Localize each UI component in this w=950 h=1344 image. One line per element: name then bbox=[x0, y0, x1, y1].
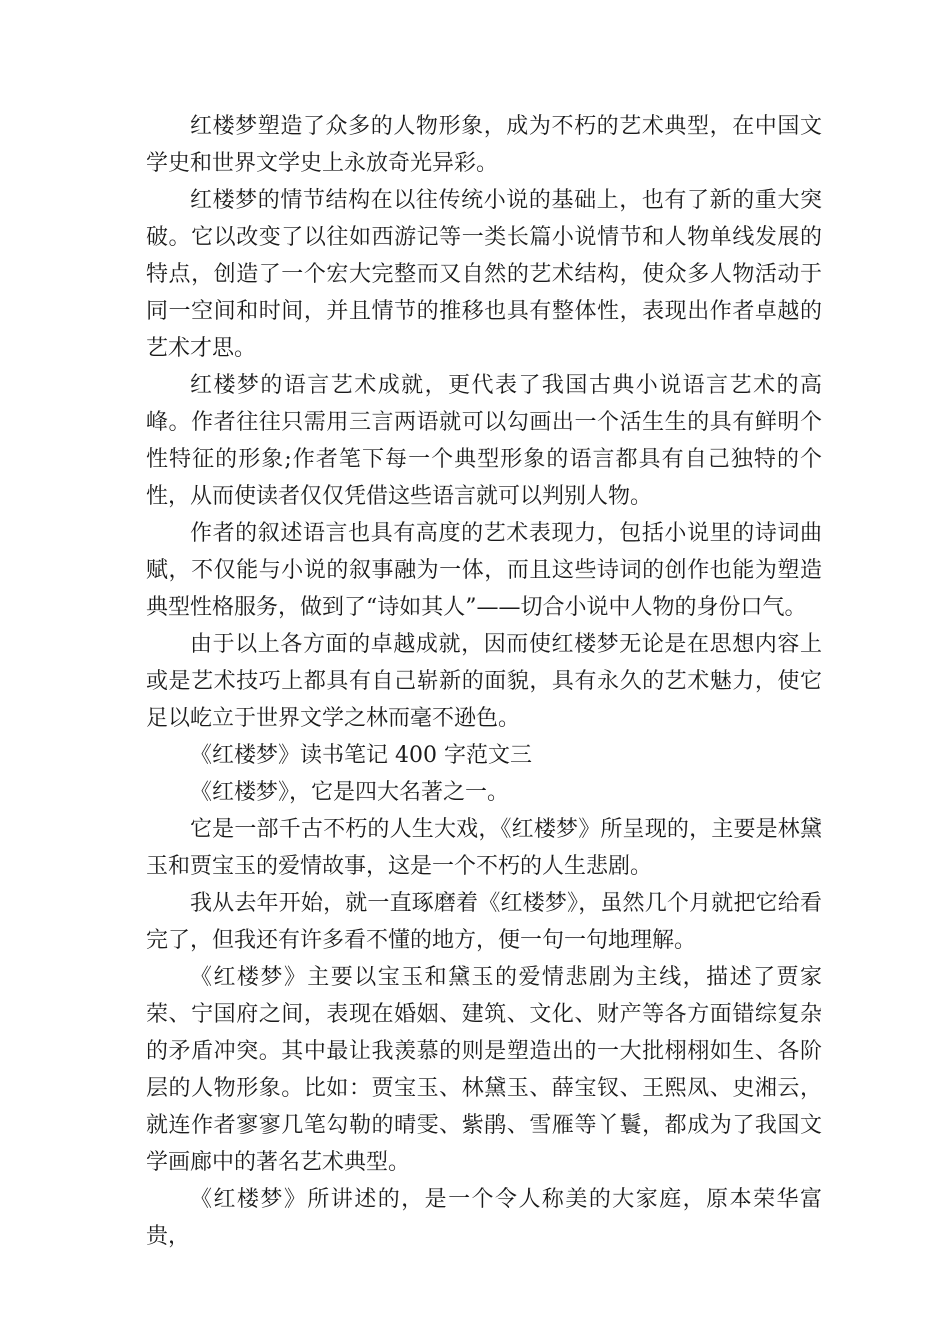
section-heading: 《红楼梦》读书笔记 400 字范文三 bbox=[190, 743, 532, 768]
paragraph-main-plot: 《红楼梦》主要以宝玉和黛玉的爱情悲剧为主线，描述了贾家荣、宁国府之间，表现在婚姻、建筑、文化、财产等各方面错综复杂的矛盾冲突。其中最让我羡慕的则是塑造出的一大批栩栩如生、各阶层的人物形象。比如：贾宝玉、林黛玉、薛宝钗、王熙凤、史湘云，就连作者寥寥几笔勾勒的晴雯、紫鹃、雪雁等丫鬟，都成为了我国文学画廊中的著名艺术典型。 bbox=[146, 965, 822, 1175]
paragraph-reading-experience: 我从去年开始，就一直琢磨着《红楼梦》，虽然几个月就把它给看完了，但我还有许多看不懂的地方，便一句一句地理解。 bbox=[146, 891, 822, 953]
paragraph-intro: 《红楼梦》，它是四大名著之一。 bbox=[190, 780, 510, 805]
paragraph-conclusion: 由于以上各方面的卓越成就，因而使红楼梦无论是在思想内容上或是艺术技巧上都具有自己崭新的面貌，具有永久的艺术魅力，使它足以屹立于世界文学之林而毫不逊色。 bbox=[146, 632, 822, 731]
paragraph-narrative-language: 作者的叙述语言也具有高度的艺术表现力，包括小说里的诗词曲赋，不仅能与小说的叙事融为一体，而且这些诗词的创作也能为塑造典型性格服务，做到了“诗如其人”——切合小说中人物的身份口气。 bbox=[146, 521, 822, 620]
paragraph-plot-structure: 红楼梦的情节结构在以往传统小说的基础上，也有了新的重大突破。它以改变了以往如西游记等一类长篇小说情节和人物单线发展的特点，创造了一个宏大完整而又自然的艺术结构，使众多人物活动于同一空间和时间，并且情节的推移也具有整体性，表现出作者卓越的艺术才思。 bbox=[146, 188, 822, 361]
document-body bbox=[146, 108, 822, 1255]
paragraph-characters: 红楼梦塑造了众多的人物形象，成为不朽的艺术典型，在中国文学史和世界文学史上永放奇光异彩。 bbox=[146, 114, 822, 176]
paragraph-language-art: 红楼梦的语言艺术成就，更代表了我国古典小说语言艺术的高峰。作者往往只需用三言两语就可以勾画出一个活生生的具有鲜明个性特征的形象;作者笔下每一个典型形象的语言都具有自己独特的个性，从而使读者仅仅凭借这些语言就可以判别人物。 bbox=[146, 373, 822, 509]
paragraph-family: 《红楼梦》所讲述的，是一个令人称美的大家庭，原本荣华富贵， bbox=[146, 1187, 822, 1249]
paragraph-love-story: 它是一部千古不朽的人生大戏，《红楼梦》所呈现的，主要是林黛玉和贾宝玉的爱情故事，这是一个不朽的人生悲剧。 bbox=[146, 817, 822, 879]
